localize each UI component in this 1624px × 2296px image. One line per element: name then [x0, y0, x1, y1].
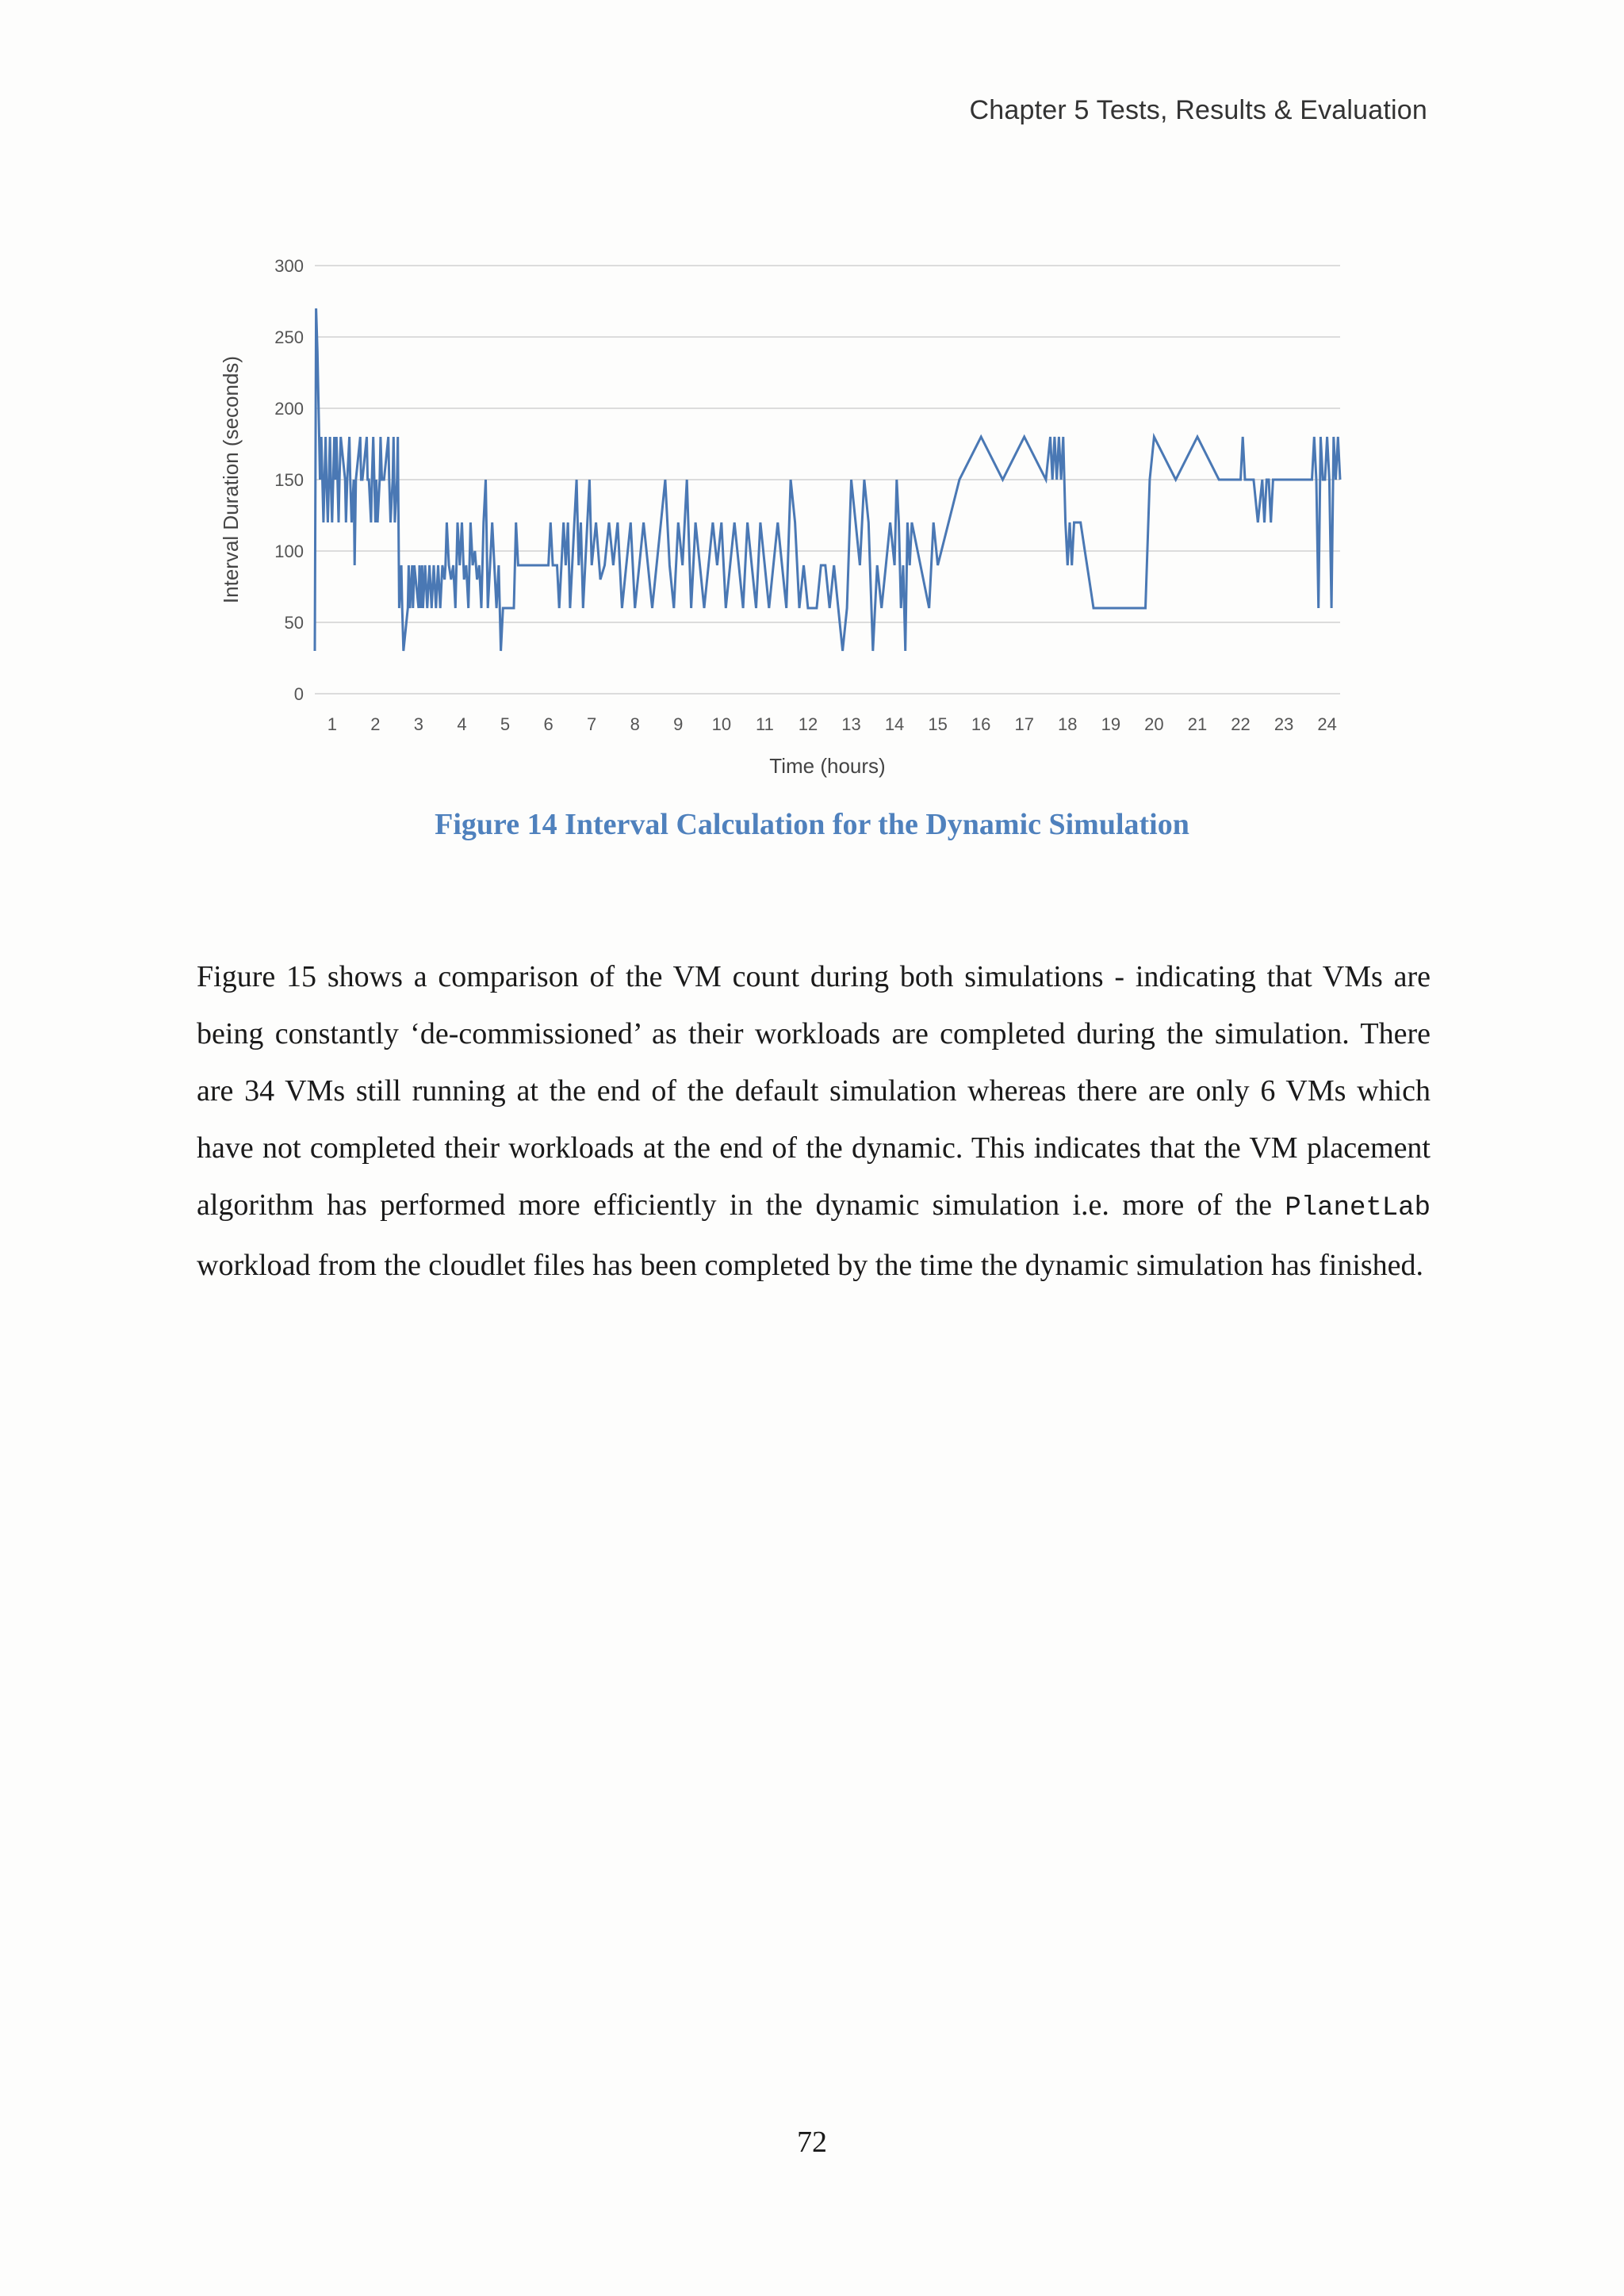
paragraph-text-after: workload from the cloudlet files has been completed by the time the dynamic simulation has finished.: [197, 1249, 1424, 1282]
x-tick-label: 2: [370, 714, 381, 734]
x-tick-label: 7: [587, 714, 597, 734]
x-tick-label: 4: [457, 714, 467, 734]
code-term: PlanetLab: [1285, 1193, 1431, 1223]
x-tick-label: 10: [711, 714, 732, 734]
running-header: Chapter 5 Tests, Results & Evaluation: [969, 95, 1427, 125]
figure-caption: Figure 14 Interval Calculation for the Dynamic Simulation: [435, 808, 1189, 841]
x-tick-label: 1: [327, 714, 337, 734]
x-tick-label: 21: [1187, 714, 1208, 734]
body-paragraph: [197, 948, 1431, 1294]
x-tick-label: 13: [841, 714, 861, 734]
x-tick-label: 6: [543, 714, 553, 734]
y-tick-label: 250: [274, 327, 304, 347]
y-tick-label: 50: [284, 613, 304, 633]
x-tick-label: 15: [928, 714, 948, 734]
page-number: 72: [797, 2126, 827, 2159]
x-tick-label: 3: [413, 714, 424, 734]
x-tick-label: 23: [1274, 714, 1294, 734]
x-tick-label: 22: [1231, 714, 1251, 734]
x-tick-label: 5: [500, 714, 511, 734]
interval-chart: [214, 242, 1364, 789]
paragraph-text-before: Figure 15 shows a comparison of the VM count during both simulations - indicating that VMs are being constantly ‘de-commissioned’ as their workloads are completed during the simulation. There are 34 VMs still running at the end of the default simulation whereas there are only 6 VMs which have not completed their workloads at the end of the dynamic. This indicates that the VM placement algorithm has performed more efficiently in the dynamic simulation i.e. more of the: [197, 960, 1431, 1222]
x-tick-label: 17: [1014, 714, 1034, 734]
y-tick-label: 150: [274, 470, 304, 490]
x-tick-label: 19: [1101, 714, 1121, 734]
y-tick-label: 0: [293, 684, 304, 704]
y-tick-label: 200: [274, 399, 304, 419]
x-tick-label: 12: [798, 714, 818, 734]
y-tick-label: 100: [274, 541, 304, 561]
x-tick-label: 11: [755, 714, 774, 734]
x-tick-label: 9: [673, 714, 684, 734]
x-tick-label: 24: [1317, 714, 1337, 734]
x-tick-label: 20: [1144, 714, 1164, 734]
x-tick-label: 18: [1058, 714, 1078, 734]
x-tick-label: 8: [630, 714, 640, 734]
x-axis-label: Time (hours): [769, 754, 886, 778]
y-tick-label: 300: [274, 256, 304, 276]
figure: [214, 242, 1364, 789]
x-tick-label: 14: [884, 714, 905, 734]
x-tick-label: 16: [971, 714, 991, 734]
y-axis-label: Interval Duration (seconds): [219, 355, 243, 604]
